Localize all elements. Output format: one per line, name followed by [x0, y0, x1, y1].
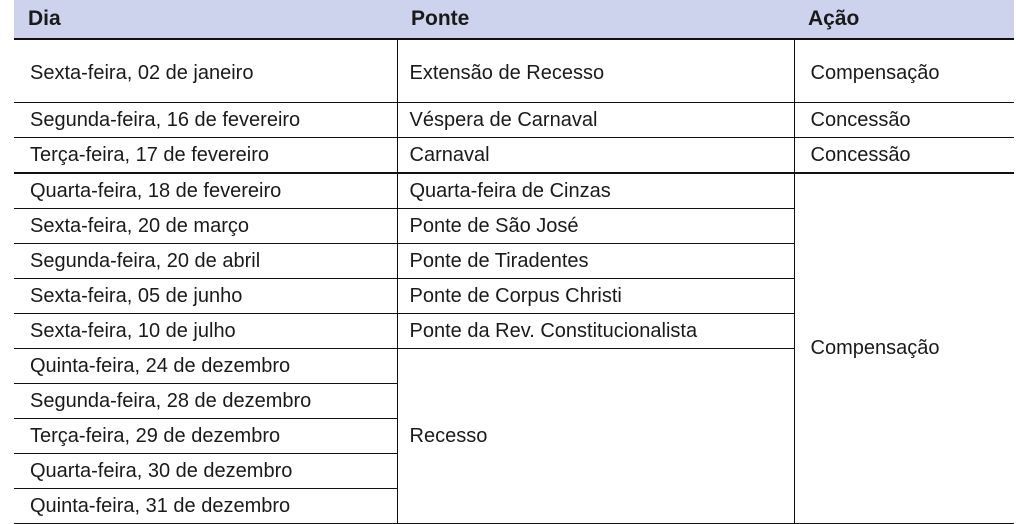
cell-ponte: Quarta-feira de Cinzas — [397, 173, 794, 209]
holiday-bridges-table — [14, 0, 1014, 524]
cell-dia: Sexta-feira, 05 de junho — [14, 279, 397, 314]
cell-ponte: Extensão de Recesso — [397, 39, 794, 103]
cell-acao: Concessão — [794, 138, 1014, 174]
cell-ponte: Ponte de Tiradentes — [397, 244, 794, 279]
cell-dia: Quarta-feira, 18 de fevereiro — [14, 173, 397, 209]
table-row — [14, 39, 1014, 103]
cell-dia: Quinta-feira, 31 de dezembro — [14, 489, 397, 524]
table-row — [14, 173, 1014, 209]
cell-ponte: Carnaval — [397, 138, 794, 174]
cell-acao: Compensação — [794, 39, 1014, 103]
table-row — [14, 103, 1014, 138]
cell-dia: Segunda-feira, 20 de abril — [14, 244, 397, 279]
cell-dia: Segunda-feira, 28 de dezembro — [14, 384, 397, 419]
cell-ponte: Ponte de Corpus Christi — [397, 279, 794, 314]
header-dia: Dia — [14, 0, 397, 39]
cell-ponte-merged: Recesso — [397, 349, 794, 524]
cell-acao-merged: Compensação — [794, 173, 1014, 524]
cell-dia: Sexta-feira, 20 de março — [14, 209, 397, 244]
cell-acao: Concessão — [794, 103, 1014, 138]
header-row — [14, 0, 1014, 39]
cell-dia: Quinta-feira, 24 de dezembro — [14, 349, 397, 384]
header-ponte: Ponte — [397, 0, 794, 39]
cell-dia: Sexta-feira, 10 de julho — [14, 314, 397, 349]
table-row — [14, 138, 1014, 174]
header-acao: Ação — [794, 0, 1014, 39]
cell-ponte: Ponte da Rev. Constitucionalista — [397, 314, 794, 349]
cell-dia: Terça-feira, 17 de fevereiro — [14, 138, 397, 174]
cell-ponte: Ponte de São José — [397, 209, 794, 244]
cell-dia: Segunda-feira, 16 de fevereiro — [14, 103, 397, 138]
cell-dia: Sexta-feira, 02 de janeiro — [14, 39, 397, 103]
cell-dia: Quarta-feira, 30 de dezembro — [14, 454, 397, 489]
cell-ponte: Véspera de Carnaval — [397, 103, 794, 138]
cell-dia: Terça-feira, 29 de dezembro — [14, 419, 397, 454]
